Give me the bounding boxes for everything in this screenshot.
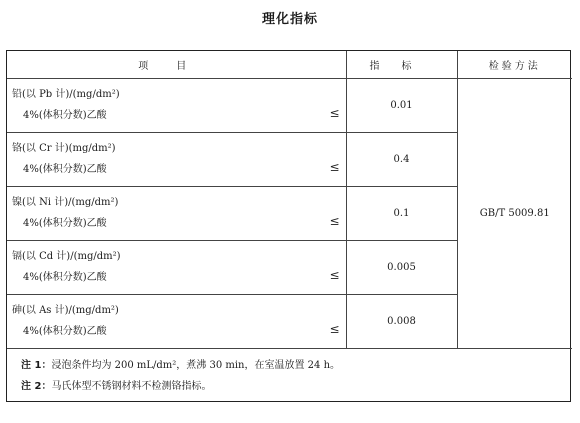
limit-value: 0.005 bbox=[346, 240, 457, 294]
less-equal-symbol: ≤ bbox=[329, 267, 340, 282]
item-cell bbox=[7, 240, 346, 294]
less-equal-symbol: ≤ bbox=[329, 213, 340, 228]
item-condition: 4%(体积分数)乙酸 bbox=[23, 217, 107, 229]
note-text: 马氏体型不锈钢材料不检测铬指标。 bbox=[51, 381, 212, 392]
spec-table-frame bbox=[6, 50, 571, 402]
table-notes bbox=[21, 355, 340, 397]
header-index: 指标 bbox=[346, 51, 457, 78]
less-equal-symbol: ≤ bbox=[329, 159, 340, 174]
limit-value: 0.1 bbox=[346, 186, 457, 240]
item-name: 铅(以 Pb 计)/(mg/dm²) bbox=[12, 88, 120, 100]
table-header-row bbox=[7, 51, 572, 78]
limit-value: 0.4 bbox=[346, 132, 457, 186]
note-text: 浸泡条件均为 200 mL/dm²，煮沸 30 min，在室温放置 24 h。 bbox=[51, 360, 341, 371]
item-name: 镍(以 Ni 计)/(mg/dm²) bbox=[12, 196, 119, 208]
less-equal-symbol: ≤ bbox=[329, 321, 340, 336]
test-method: GB/T 5009.81 bbox=[457, 78, 572, 348]
item-condition: 4%(体积分数)乙酸 bbox=[23, 325, 107, 337]
item-name: 铬(以 Cr 计)(mg/dm²) bbox=[12, 142, 116, 154]
spec-table bbox=[7, 51, 572, 349]
header-method: 检验方法 bbox=[457, 51, 572, 78]
item-name: 镉(以 Cd 计)/(mg/dm²) bbox=[12, 250, 121, 262]
note-label: 注 2： bbox=[21, 381, 52, 392]
header-item: 项目 bbox=[7, 51, 346, 78]
page-title: 理化指标 bbox=[261, 12, 318, 27]
item-cell bbox=[7, 78, 346, 132]
note-label: 注 1： bbox=[21, 360, 52, 371]
less-equal-symbol: ≤ bbox=[329, 105, 340, 120]
limit-value: 0.01 bbox=[346, 78, 457, 132]
item-name: 砷(以 As 计)/(mg/dm²) bbox=[12, 304, 119, 316]
note-1 bbox=[21, 355, 340, 376]
item-cell bbox=[7, 186, 346, 240]
item-condition: 4%(体积分数)乙酸 bbox=[23, 163, 107, 175]
table-row bbox=[7, 78, 572, 132]
item-condition: 4%(体积分数)乙酸 bbox=[23, 109, 107, 121]
item-condition: 4%(体积分数)乙酸 bbox=[23, 271, 107, 283]
item-cell bbox=[7, 294, 346, 348]
limit-value: 0.008 bbox=[346, 294, 457, 348]
note-2 bbox=[21, 376, 340, 397]
item-cell bbox=[7, 132, 346, 186]
